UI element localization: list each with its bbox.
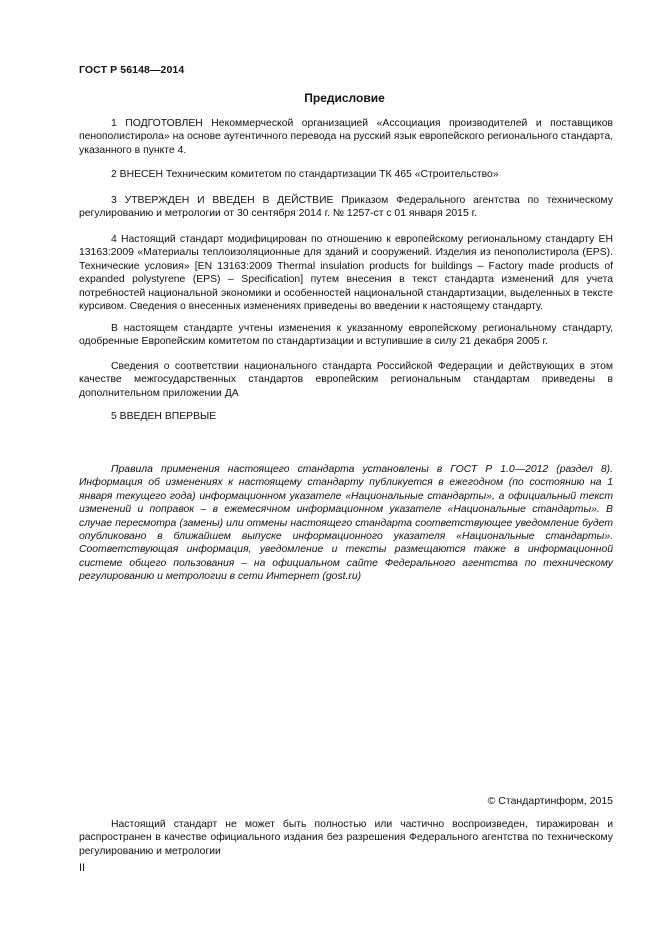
paragraph-approved: 3 УТВЕРЖДЕН И ВВЕДЕН В ДЕЙСТВИЕ Приказом Федерального агентства по техническому регулированию и метрологии от 30 сентября 2014 г. № 1257-ст с 01 января 2015 г.	[79, 195, 613, 220]
copyright-line: © Стандартинформ, 2015	[487, 795, 613, 807]
paragraph-introduced-first: 5 ВВЕДЕН ВПЕРВЫЕ	[111, 411, 217, 422]
paragraph-correspondence: Сведения о соответствии национального стандарта Российской Федерации и действующих в этом качестве межгосударственных стандартов европейским региональным стандартам приведены в дополнительном приложении ДА	[79, 361, 613, 399]
paragraph-introduced-by: 2 ВНЕСЕН Техническим комитетом по стандартизации ТК 465 «Строительство»	[111, 169, 499, 180]
foreword-title: Предисловие	[304, 91, 385, 105]
paragraph-changes-included: В настоящем стандарте учтены изменения к указанному европейскому региональному стандарту, одобренные Европейским комитетом по стандартизации и вступившие в силу 21 декабря 2005 г.	[79, 323, 613, 348]
reproduction-notice: Настоящий стандарт не может быть полностью или частично воспроизведен, тиражирован и распространен в качестве официального издания без разрешения Федерального агентства по техническому регулированию и метрологии	[79, 819, 613, 857]
page-number: II	[79, 862, 86, 874]
paragraph-prepared-by: 1 ПОДГОТОВЛЕН Некоммерческой организацией «Ассоциация производителей и поставщиков пенополистирола» на основе аутентичного перевода на русский язык европейского регионального стандарта, указанного в пункте 4.	[79, 118, 613, 156]
paragraph-modification: 4 Настоящий стандарт модифицирован по отношению к европейскому региональному стандарту ЕН 13163:2009 «Материалы теплоизоляционные для зданий и сооружений. Изделия из пенополистирола (EPS). Технические условия» [EN 13163:2009 Thermal insulation products for buildings – Factory made products of expanded polystyrene (EPS) – Specification] путем внесения в текст стандарта изменений для учета потребностей национальной экономики и особенностей национальной стандартизации, выделенных в тексте курсивом. Сведения о внесенных изменениях приведены во введении к настоящему стандарту.	[79, 234, 613, 313]
rules-notice: Правила применения настоящего стандарта установлены в ГОСТ Р 1.0—2012 (раздел 8). Информация об изменениях к настоящему стандарту публикуется в ежегодном (по состоянию на 1 января текущего года) информационном указателе «Национальные стандарты», а официальный текст изменений и поправок – в ежемесячном информационном указателе «Национальные стандарты». В случае пересмотра (замены) или отмены настоящего стандарта соответствующее уведомление будет опубликовано в ближайшем выпуске информационного указателя «Национальные стандарты». Соответствующая информация, уведомление и тексты размещаются также в информационной системе общего пользования – на официальном сайте Федерального агентства по техническому регулированию и метрологии в сети Интернет (gost.ru)	[79, 464, 613, 583]
standard-code-header: ГОСТ Р 56148—2014	[79, 64, 185, 76]
